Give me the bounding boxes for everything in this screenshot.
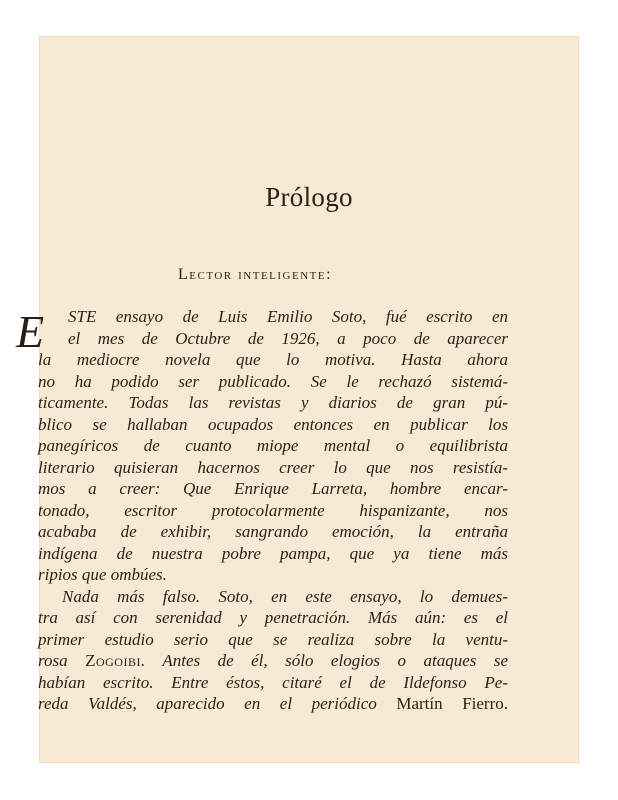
chapter-title: Prólogo [265, 182, 353, 212]
text-line: no ha podido ser publicado. Se le rechazó sistemá- [38, 371, 508, 391]
text-line: tra así con serenidad y penetración. Más aún: es el [38, 608, 508, 627]
drop-cap: E [16, 306, 45, 357]
text-line: literario quisieran hacernos creer lo que nos resistía- [38, 457, 508, 477]
prologue-text [38, 306, 508, 715]
text-line: STE ensayo de Luis Emilio Soto, fué escrito en [68, 307, 508, 326]
text-line: ripios que ombúes. [38, 565, 167, 584]
text-line: indígena de nuestra pobre pampa, que ya tiene más [38, 543, 508, 563]
text-line: la mediocre novela que lo motiva. Hasta ahora [38, 350, 508, 369]
text-line: tonado, escritor protocolarmente hispanizante, nos [38, 500, 508, 520]
text-line: Nada más falso. Soto, en este ensayo, lo demues- [62, 586, 508, 606]
text-line: el mes de Octubre de 1926, a poco de aparecer [68, 328, 508, 348]
text-line-mixed: rosa Zogoibi. Antes de él, sólo elogios o ataques se [38, 651, 508, 670]
text-line-mixed: reda Valdés, aparecido en el periódico Martín Fierro. [38, 694, 508, 713]
text-line: panegíricos de cuanto miope mental o equilibrista [38, 436, 508, 455]
text-line: ticamente. Todas las revistas y diarios de gran pú- [38, 393, 508, 412]
salutation: Lector inteligente: [178, 266, 333, 283]
book-title-small-caps: Zogoibi [85, 651, 141, 670]
periodical-name: Martín Fierro. [396, 694, 508, 713]
text-line: habían escrito. Entre éstos, citaré el de Ildefonso Pe- [38, 672, 508, 692]
text-line: acababa de exhibir, sangrando emoción, la entraña [38, 522, 508, 541]
text-line: mos a creer: Que Enrique Larreta, hombre encar- [38, 479, 508, 498]
text-line: primer estudio serio que se realiza sobre la ventu- [38, 629, 508, 649]
text-line: blico se hallaban ocupados entonces en publicar los [38, 414, 508, 434]
